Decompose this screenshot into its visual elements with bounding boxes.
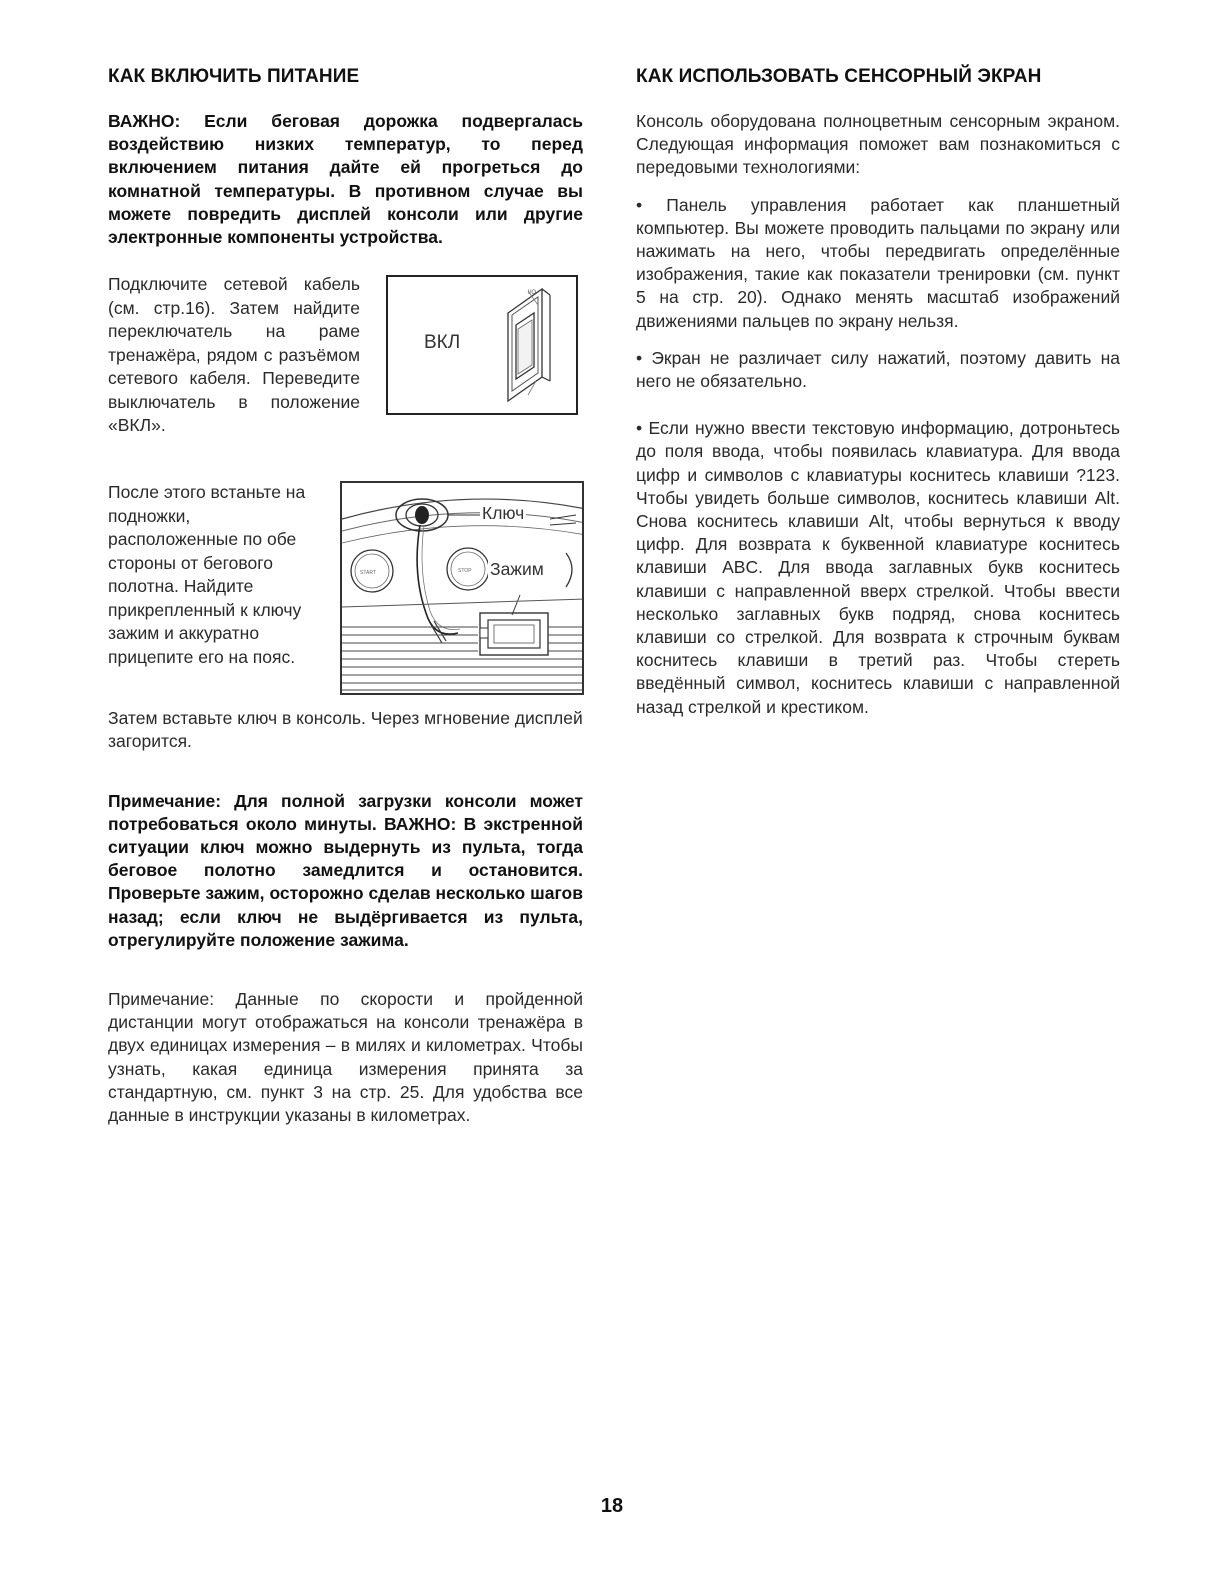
power-heading: КАК ВКЛЮЧИТЬ ПИТАНИЕ xyxy=(108,66,360,87)
touchscreen-bullet-pressure: • Экран не различает силу нажатий, поэтому давить на него не обязательно. xyxy=(636,347,1120,392)
clip-callout-label: Зажим xyxy=(490,559,544,580)
touchscreen-bullet-tablet: • Панель управления работает как планшетный компьютер. Вы можете проводить пальцами по экрану или нажимать на него, чтобы передвигать определённые изображения, такие как показатели тренировки (см. пункт 5 на стр. 20). Однако менять масштаб изображений движениями пальцев по экрану нельзя. xyxy=(636,194,1120,331)
power-switch-section xyxy=(108,273,583,457)
touchscreen-intro: Консоль оборудована полноцветным сенсорным экраном. Следующая информация поможет вам познакомиться с передовыми технологиями: xyxy=(636,111,1120,178)
loading-and-safety-note: Примечание: Для полной загрузки консоли может потребоваться около минуты. ВАЖНО: В экстренной ситуации ключ можно выдернуть из пульта, тогда беговое полотно замедлится и остановится. Проверьте зажим, осторожно сделав несколько шагов назад; если ключ не выдёргивается из пульта, отрегулируйте положение зажима. xyxy=(108,790,583,950)
stand-on-footrails-text: После этого встаньте на подножки, расположенные по обе стороны от бегового полотна. Найдите прикрепленный к ключу зажим и аккуратно прицепите его на пояс. xyxy=(108,482,306,667)
svg-text:STOP: STOP xyxy=(458,568,472,575)
connect-power-text: Подключите сетевой кабель (см. стр.16). Затем найдите переключатель на раме тренажёра, рядом с разъёмом сетевого кабеля. Переведите выключатель в положение «ВКЛ». xyxy=(108,274,360,436)
rocker-switch-icon xyxy=(498,285,558,403)
power-switch-figure xyxy=(386,275,578,415)
right-column xyxy=(636,66,1120,719)
important-cold-warning: ВАЖНО: Если беговая дорожка подвергалась воздействию низких температур, то перед включением питания дайте ей прогреться до комнатной температуры. В противном случае вы можете повредить дисплей консоли или другие электронные компоненты устройства. xyxy=(108,111,583,248)
units-note: Примечание: Данные по скорости и пройденной дистанции могут отображаться на консоли тренажёра в двух единицах измерения – в милях и километрах. Чтобы узнать, какая единица измерения принята за стандартную, см. пункт 3 на стр. 25. Для удобства все данные в инструкции указаны в километрах. xyxy=(108,989,583,1126)
svg-text:START: START xyxy=(360,570,376,577)
safety-key-figure xyxy=(340,481,584,695)
svg-text:I/O: I/O xyxy=(528,290,537,297)
touchscreen-bullet-keyboard: • Если нужно ввести текстовую информацию, дотроньтесь до поля ввода, чтобы появилась клавиатура. Для ввода цифр и символов с клавиатуры коснитесь клавиши ?123. Чтобы увидеть больше символов, коснитесь клавиши Alt. Снова коснитесь клавиши Alt, чтобы вернуться к вводу цифр. Для возврата к буквенной клавиатуре коснитесь клавиши ABC. Для ввода заглавных букв коснитесь клавиши с направленной вверх стрелкой. Чтобы ввести несколько заглавных букв подряд, снова коснитесь клавиши со стрелкой. Для возврата к строчным буквам коснитесь клавиши в третий раз. Чтобы стереть введённый символ, коснитесь клавиши с направленной назад стрелкой и крестиком. xyxy=(636,418,1120,717)
key-callout-label: Ключ xyxy=(482,503,525,524)
insert-key-text: Затем вставьте ключ в консоль. Через мгновение дисплей загорится. xyxy=(108,708,583,752)
touchscreen-heading: КАК ИСПОЛЬЗОВАТЬ СЕНСОРНЫЙ ЭКРАН xyxy=(636,66,1042,87)
console-key-clip-illustration xyxy=(342,483,584,695)
switch-on-label: ВКЛ xyxy=(424,332,461,354)
page-number: 18 xyxy=(600,1495,624,1517)
left-column xyxy=(108,66,583,1127)
safety-key-section xyxy=(108,481,583,713)
